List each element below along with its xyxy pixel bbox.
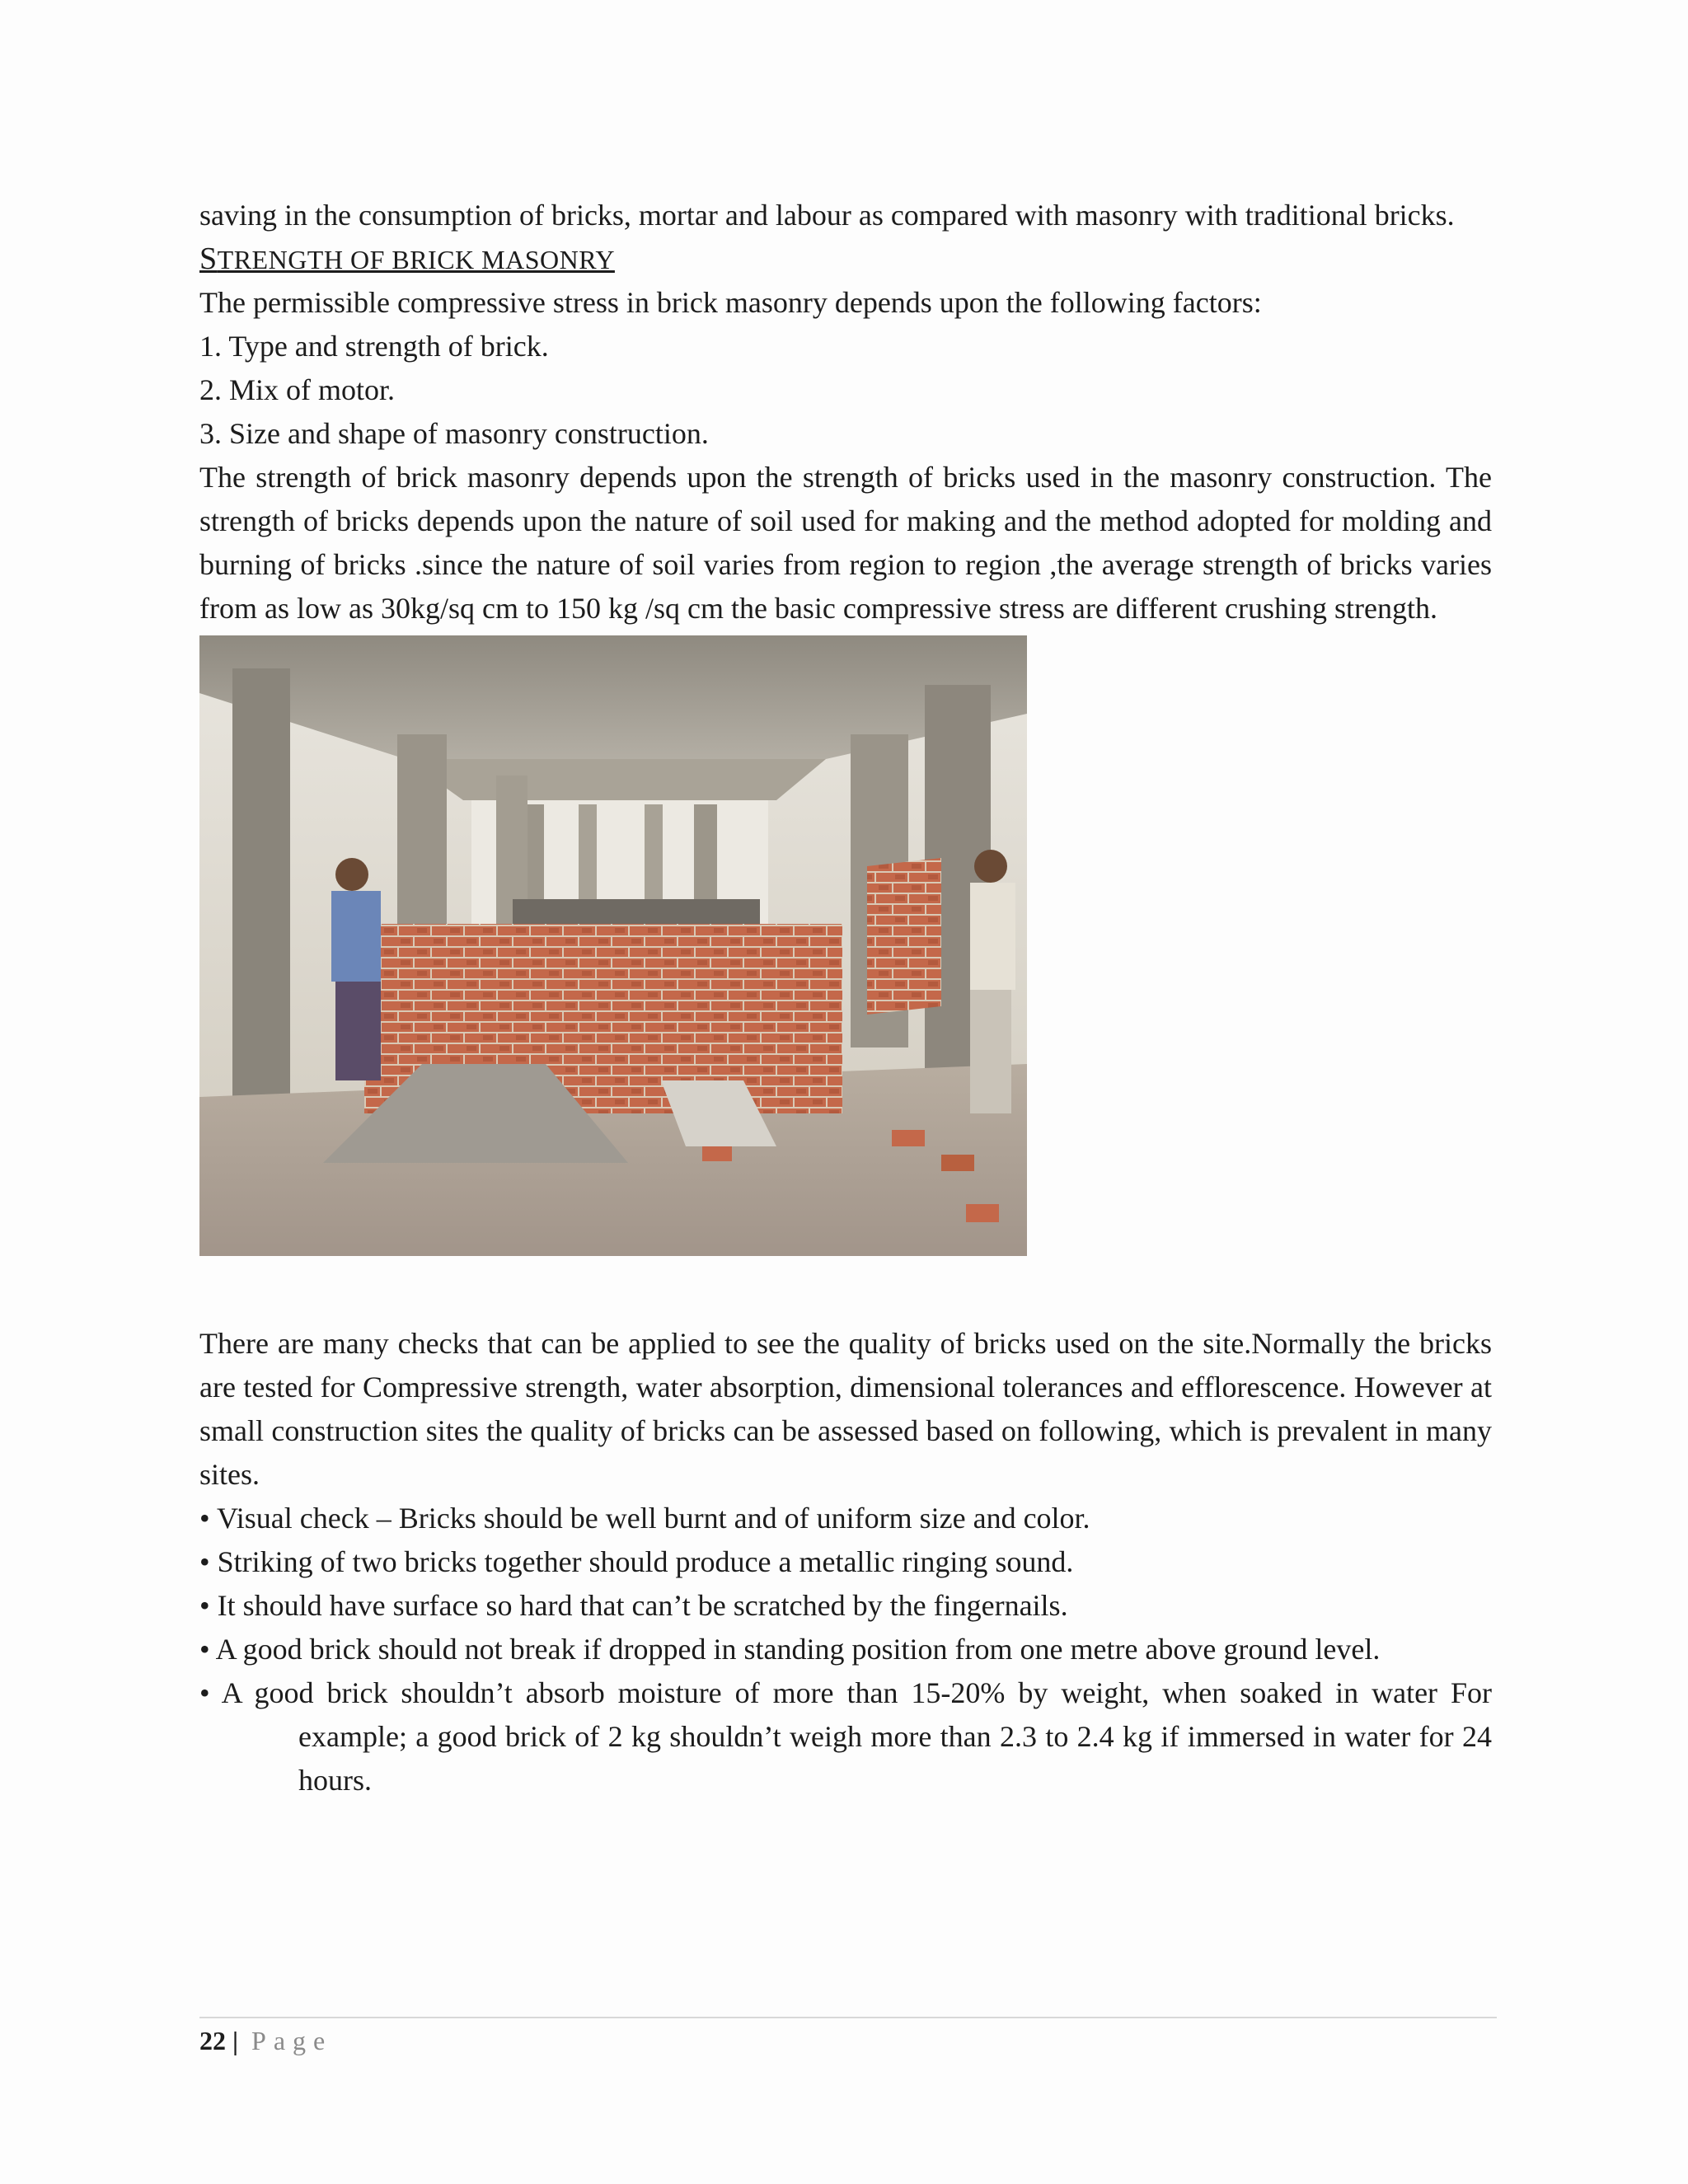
factor-item: 3. Size and shape of masonry construction. xyxy=(199,417,709,450)
check-bullet: • A good brick shouldn’t absorb moisture of more than 15-20% by weight, when soaked in water For example; a good brick of 2 kg shouldn’t weigh more than 2.3 to 2.4 kg if immersed in water for 24 hours. xyxy=(199,1676,1492,1797)
page-content xyxy=(199,194,1492,1802)
check-bullet: • Visual check – Bricks should be well burnt and of uniform size and color. xyxy=(199,1502,1090,1535)
strength-body-paragraph: The strength of brick masonry depends upon the strength of bricks used in the masonry construction. The strength of bricks depends upon the nature of soil used for making and the method adopted for molding and burning of bricks .since the nature of soil varies from region to region ,the average strength of bricks varies from as low as 30kg/sq cm to 150 kg /sq cm the basic compressive stress are different crushing strength. xyxy=(199,461,1492,625)
check-bullet: • A good brick should not break if dropped in standing position from one metre above ground level. xyxy=(199,1633,1381,1666)
heading-initial: S xyxy=(199,241,218,276)
section-heading xyxy=(199,237,1492,281)
page-number: 22 xyxy=(199,2026,226,2055)
factor-item: 1. Type and strength of brick. xyxy=(199,330,549,363)
check-bullet: • It should have surface so hard that can’t be scratched by the fingernails. xyxy=(199,1589,1068,1622)
check-bullet: • Striking of two bricks together should produce a metallic ringing sound. xyxy=(199,1545,1074,1578)
factor-item: 2. Mix of motor. xyxy=(199,373,396,406)
intro-paragraph: saving in the consumption of bricks, mortar and labour as compared with masonry with traditional bricks. xyxy=(199,199,1455,232)
strength-intro: The permissible compressive stress in brick masonry depends upon the following factors: xyxy=(199,286,1262,319)
heading-rest: TRENGTH OF BRICK MASONRY xyxy=(217,245,615,274)
footer-separator: | xyxy=(232,2026,239,2055)
page-label: Page xyxy=(251,2026,333,2055)
page-footer xyxy=(199,2022,332,2059)
checks-intro-paragraph: There are many checks that can be applied to see the quality of bricks used on the site.Normally the bricks are tested for Compressive strength, water absorption, dimensional tolerances and efflorescence. However at small construction sites the quality of bricks can be assessed based on following, which is prevalent in many sites. xyxy=(199,1327,1492,1491)
footer-rule xyxy=(199,2017,1497,2018)
brick-masonry-construction-photo xyxy=(199,635,1027,1256)
